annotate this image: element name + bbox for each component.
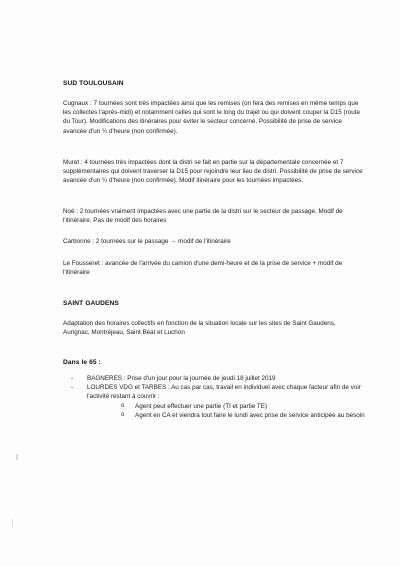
list-item (63, 411, 373, 420)
heading-dans-le-65: Dans le 65 : (63, 359, 101, 366)
paragraph-cugnaux: Cugnaux : 7 tournées sont très impactées ainsi que les remises (on fera des remises en même temps que les collectes l'après-midi) et notamment celles qui sont le long du trajet ou qui doivent couper la D15 (route du Tour). Modifications des itinéraires pour éviter le secteur concerné. Possibilité de prise de service avancée d'un ¼ d'heure (non confirmée). (63, 100, 360, 135)
sub-bullet-text-1: Agent peut effectuer une partie (TI et partie TE) (135, 402, 268, 410)
paragraph-carbonne: Carbonne : 2 tournées sur le passage → modif de l'itinéraire (63, 238, 231, 245)
heading-sud-toulousain: SUD TOULOUSAIN (63, 80, 124, 87)
scan-artifact (12, 519, 13, 527)
bullet-list (63, 374, 373, 420)
list-item (63, 374, 373, 383)
sub-bullet-text-2: Agent en CA et viendra tout faire le lundi avec prise de service anticipée au besoin (135, 411, 365, 419)
paragraph-noe: Noé : 2 tournées vraiment impactées avec une partie de la distri sur le secteur de passage. Modif de l'itinéraire. Pas de modif des horaires (63, 208, 343, 225)
paragraph-muret: Muret : 4 tournées très impactées dont la distri se fait en partie sur la départementale concernée et 7 supplémentaires qui doivent traverser la D15 pour rejoindre leur lieu de distri. Possibilité de prise de service avancée d'un ¼ d'heure (non confirmée). Modif itinéraire pour les tournées impactées. (63, 159, 363, 185)
bullet-text-bagneres: BAGNERES : Prise d'un jour pour la journée de jeudi 18 juillet 2019 (87, 375, 276, 382)
bullet-text-lourdes-tarbes: LOURDES VDG et TARBES : Au cas par cas, travail en individuel avec chaque facteur afin de voir l'activité restant à couvrir : (87, 384, 361, 401)
list-item (63, 383, 373, 401)
scan-artifact (16, 454, 18, 460)
paragraph-saint-gaudens: Adaptation des horaires collectifs en fonction de la situation locale sur les sites de Saint Gaudens, Aurignac, Montréjeau, Saint Béat et Luchon (63, 320, 336, 337)
paragraph-le-fousseret: Le Fousseret : avancée de l'arrivée du camion d'une demi-heure et de la prise de service + modif de l'itinéraire (63, 260, 343, 277)
list-item (63, 402, 373, 411)
heading-saint-gaudens: SAINT GAUDENS (63, 300, 119, 307)
bullet-marker: - (71, 384, 74, 392)
sub-bullet-marker: o (121, 411, 125, 418)
bullet-marker: - (71, 375, 74, 382)
sub-bullet-marker: o (121, 402, 125, 409)
